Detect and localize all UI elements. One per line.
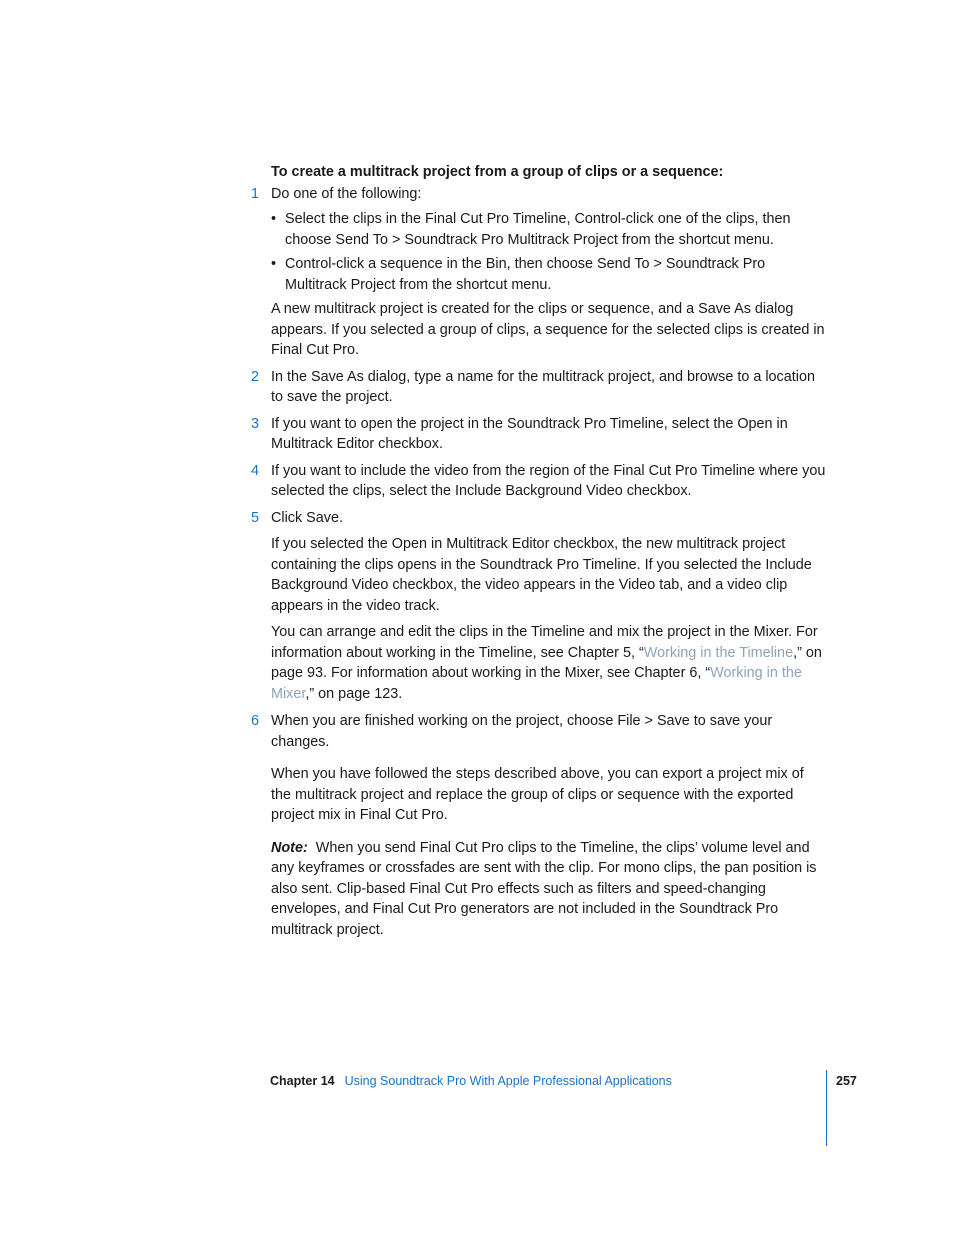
step-text: Do one of the following: <box>271 185 422 202</box>
page-content <box>251 162 827 940</box>
page-number: 257 <box>836 1074 857 1088</box>
procedure-heading: To create a multitrack project from a group of clips or a sequence: <box>271 164 724 180</box>
step-2 <box>251 367 827 408</box>
link-working-in-mixer[interactable]: Working in the Mixer <box>271 665 802 702</box>
step-text: In the Save As dialog, type a name for the multitrack project, and browse to a location to save the project. <box>271 368 815 405</box>
bullet-item: • Control-click a sequence in the Bin, then choose Send To > Soundtrack Pro Multitrack Project from the shortcut menu. <box>271 254 827 295</box>
note-text: When you send Final Cut Pro clips to the Timeline, the clips’ volume level and any keyframes or crossfades are sent with the clip. For mono clips, the pan position is also sent. Clip-based Final Cut Pro effects such as filters and speed-changing envelopes, and Final Cut Pro generators are not included in the Soundtrack Pro multitrack project. <box>271 839 817 938</box>
step-text: If you want to open the project in the Soundtrack Pro Timeline, select the Open in Multitrack Editor checkbox. <box>271 415 788 452</box>
step-6 <box>251 711 827 752</box>
step-number: 3 <box>251 415 260 432</box>
step-5 <box>251 508 827 705</box>
cross-reference-text: ,” on page 123. <box>305 685 403 702</box>
note-paragraph <box>271 838 827 941</box>
step-4 <box>251 461 827 502</box>
step-number: 5 <box>251 509 260 526</box>
step-result-text: A new multitrack project is created for the clips or sequence, and a Save As dialog appears. If you selected a group of clips, a sequence for the selected clips is created in Final Cut Pro. <box>271 301 825 358</box>
page-footer <box>270 1071 672 1092</box>
note-label: Note: <box>271 839 308 856</box>
cross-reference-text: ,” on page 93. For information about working in the Mixer, see Chapter 6, “ <box>271 644 822 681</box>
bullet-item: • Select the clips in the Final Cut Pro Timeline, Control-click one of the clips, then choose Send To > Soundtrack Pro Multitrack Project from the shortcut menu. <box>271 209 827 250</box>
footer-chapter: Chapter 14 <box>270 1074 335 1088</box>
step-text: Click Save. <box>271 509 343 526</box>
footer-divider <box>826 1070 827 1146</box>
footer-chapter-title: Using Soundtrack Pro With Apple Professional Applications <box>344 1074 672 1088</box>
step-result-text: If you selected the Open in Multitrack Editor checkbox, the new multitrack project containing the clips opens in the Soundtrack Pro Timeline. If you selected the Include Background Video checkbox, the video appears in the Video tab, and a video clip appears in the video track. <box>271 536 812 614</box>
cross-reference-text: You can arrange and edit the clips in the Timeline and mix the project in the Mixer. For information about working in the Timeline, see Chapter 5, “ <box>271 624 818 661</box>
step-number: 4 <box>251 462 260 479</box>
step-number: 1 <box>251 185 260 202</box>
step-1 <box>251 184 827 361</box>
cross-reference-paragraph <box>271 622 827 704</box>
bullet-list <box>271 209 827 295</box>
step-number: 6 <box>251 713 260 729</box>
export-paragraph: When you have followed the steps described above, you can export a project mix of the multitrack project and replace the group of clips or sequence with the exported project mix in Final Cut Pro. <box>271 766 804 823</box>
link-working-in-timeline[interactable]: Working in the Timeline <box>643 644 794 661</box>
step-number: 2 <box>251 368 260 385</box>
step-text: If you want to include the video from the region of the Final Cut Pro Timeline where you selected the clips, select the Include Background Video checkbox. <box>271 462 826 499</box>
step-3 <box>251 414 827 455</box>
step-text: When you are finished working on the project, choose File > Save to save your changes. <box>271 713 773 750</box>
